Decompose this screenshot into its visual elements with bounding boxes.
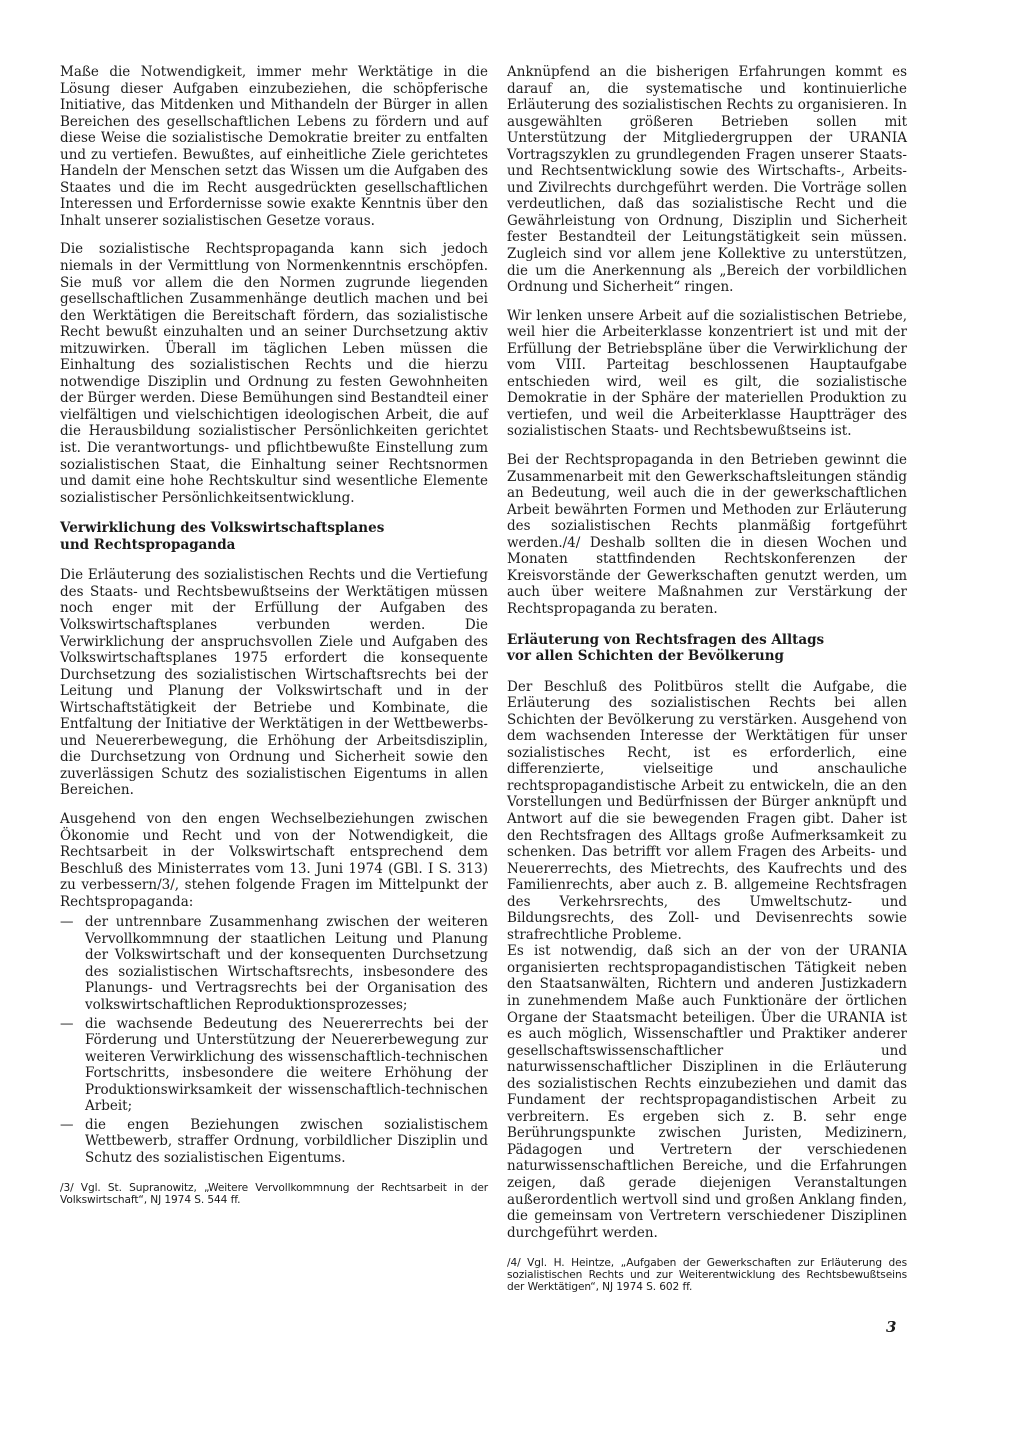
section-heading-line: Verwirklichung des Volkswirtschaftsplanes — [60, 520, 385, 537]
paragraph: Bei der Rechtspropaganda in den Betrieben gewinnt die Zusammenarbeit mit den Gewerkschaftsleitungen ständig an Bedeutung, weil auch die in der gewerkschaftlichen Arbeit bewährten Formen und Methoden zur Erläuterung des sozialistischen Rechts planmäßig fortgeführt werden./4/ Deshalb sollten die in diesen Wochen und Monaten stattfindenden Rechtskonferenzen der Kreisvorstände der Gewerkschaften genutzt werden, um auch über weitere Maßnahmen zur Verstärkung der Rechtspropaganda zu beraten. — [507, 452, 907, 617]
paragraph: Anknüpfend an die bisherigen Erfahrungen kommt es darauf an, die systematische und kontinuierliche Erläuterung des sozialistischen Rechts zu organisieren. In ausgewählten größeren Betrieben sollen mit Unterstützung der Mitgliedergruppen der URANIA Vortragszyklen zu grundlegenden Fragen unserer Staats- und Rechtsentwicklung sowie des Wirtschafts-, Arbeits- und Zivilrechts durchgeführt werden. Die Vorträge sollen verdeutlichen, daß das sozialistische Recht und die Gewährleistung von Ordnung, Disziplin und Sicherheit fester Bestandteil der Leitungstätigkeit sein müssen. Zugleich sind vor allem jene Kollektive zu unterstützen, die um die Anerkennung als „Bereich der vorbildlichen Ordnung und Sicherheit“ ringen. — [507, 64, 907, 296]
left-column — [60, 64, 488, 1206]
paragraph: Ausgehend von den engen Wechselbeziehungen zwischen Ökonomie und Recht und von der Notwendigkeit, die Rechtsarbeit in der Volkswirtschaft entsprechend dem Beschluß des Ministerrates vom 13. Juni 1974 (GBl. I S. 313) zu verbessern/3/, stehen folgende Fragen im Mittelpunkt der Rechtspropaganda: — [60, 810, 488, 910]
footnote: /3/ Vgl. St. Supranowitz, „Weitere Vervollkommnung der Rechtsarbeit in der Volkswirtschaft“, NJ 1974 S. 544 ff. — [60, 1182, 488, 1207]
list-item: — die wachsende Bedeutung des Neuererrechts bei der Förderung und Unterstützung der Neuererbewegung zur weiteren Verwirklichung des wissenschaftlich-technischen Fortschritts, insbesondere die weitere Erhöhung der Produktionswirksamkeit der wissenschaftlich-technischen Arbeit; — [60, 1016, 488, 1115]
paragraph: Maße die Notwendigkeit, immer mehr Werktätige in die Lösung dieser Aufgaben einzubeziehen, die schöpferische Initiative, das Mitdenken und Mithandeln der Bürger in allen Bereichen des gesellschaftlichen Lebens zu fördern und auf diese Weise die sozialistische Demokratie breiter zu entfalten und zu vertiefen. Bewußtes, auf einheitliche Ziele gerichtetes Handeln der Menschen setzt das Wissen um die Aufgaben des Staates und die im Recht ausgedrückten gesellschaftlichen Interessen und Erfordernisse sowie exakte Kenntnis über den Inhalt unserer sozialistischen Gesetze voraus. — [60, 64, 488, 229]
bullet-list — [60, 914, 488, 1166]
list-item: — die engen Beziehungen zwischen sozialistischem Wettbewerb, straffer Ordnung, vorbildlicher Disziplin und Schutz des sozialistischen Eigentums. — [60, 1117, 488, 1167]
paragraph: Wir lenken unsere Arbeit auf die sozialistischen Betriebe, weil hier die Arbeiterklasse konzentriert ist und mit der Erfüllung der Betriebspläne über die Verwirklichung der vom VIII. Parteitag beschlossenen Hauptaufgabe entschieden wird, weil es gilt, die sozialistische Demokratie in der Sphäre der materiellen Produktion zu vertiefen, und weil die Arbeiterklasse Hauptträger des sozialistischen Staats- und Rechtsbewußtseins ist. — [507, 307, 907, 440]
page-number: 3 — [886, 1318, 897, 1336]
section-heading — [507, 632, 907, 665]
right-column — [507, 64, 907, 1293]
paragraph: Der Beschluß des Politbüros stellt die Aufgabe, die Erläuterung des sozialistischen Rechts bei allen Schichten der Bevölkerung zu verstärken. Ausgehend von dem wachsenden Interesse der Werktätigen für unser sozialistisches Recht, ist es erforderlich, eine differenzierte, vielseitige und anschauliche rechtspropagandistische Arbeit zu entwickeln, die an den Vorstellungen und Bedürfnissen der Bürger anknüpft und Antwort auf die sie bewegenden Fragen gibt. Daher ist den Rechtsfragen des Alltags große Aufmerksamkeit zu schenken. Das betrifft vor allem Fragen des Arbeits- und Neuererrechts, des Mietrechts, des Kaufrechts und des Familienrechts, aber auch z. B. allgemeine Rechtsfragen des Verkehrsrechts, des Umweltschutz- und Bildungsrechts, des Zoll- und Devisenrechts sowie strafrechtliche Probleme. — [507, 678, 907, 943]
section-heading-line: und Rechtspropaganda — [60, 536, 236, 553]
list-item: — der untrennbare Zusammenhang zwischen der weiteren Vervollkommnung der staatlichen Leitung und Planung der Volkswirtschaft und der konsequenten Durchsetzung des sozialistischen Wirtschaftsrechts, insbesondere des Planungs- und Vertragsrechts bei der Organisation des volkswirtschaftlichen Reproduktionsprozesses; — [60, 914, 488, 1013]
footnote: /4/ Vgl. H. Heintze, „Aufgaben der Gewerkschaften zur Erläuterung des sozialistischen Rechts und zur Weiterentwicklung des Rechtsbewußtseins der Werktätigen“, NJ 1974 S. 602 ff. — [507, 1257, 907, 1294]
paragraph: Es ist notwendig, daß sich an der von der URANIA organisierten rechtspropagandistischen Tätigkeit neben den Staatsanwälten, Richtern und anderen Justizkadern in zunehmendem Maße auch Funktionäre der örtlichen Organe der Staatsmacht beteiligen. Über die URANIA ist es auch möglich, Wissenschaftler und Praktiker anderer gesellschaftswissenschaftlicher und naturwissenschaftlicher Disziplinen in die Erläuterung des sozialistischen Rechts einzubeziehen und damit das Fundament der rechtspropagandistischen Arbeit zu verbreitern. Es ergeben sich z. B. sehr enge Berührungspunkte zwischen Juristen, Medizinern, Pädagogen und Vertretern der verschiedenen naturwissenschaftlichen Bereiche, und die Erfahrungen zeigen, daß gerade diejenigen Veranstaltungen außerordentlich wertvoll sind und großen Anklang finden, die gemeinsam von Vertretern verschiedener Disziplinen durchgeführt werden. — [507, 943, 907, 1241]
section-heading-line: Erläuterung von Rechtsfragen des Alltags — [507, 631, 825, 648]
section-heading — [60, 520, 488, 553]
section-heading-line: vor allen Schichten der Bevölkerung — [507, 648, 785, 665]
paragraph: Die sozialistische Rechtspropaganda kann sich jedoch niemals in der Vermittlung von Normenkenntnis erschöpfen. Sie muß vor allem die den Normen zugrunde liegenden gesellschaftlichen Zusammenhänge deutlich machen und bei den Werktätigen die Bereitschaft fördern, das sozialistische Recht bewußt einzuhalten und an seiner Durchsetzung aktiv mitzuwirken. Überall im täglichen Leben müssen die Einhaltung des sozialistischen Rechts und die hierzu notwendige Disziplin und Ordnung zu festen Gewohnheiten der Bürger werden. Diese Bemühungen sind Bestandteil einer vielfältigen und vielschichtigen ideologischen Arbeit, die auf die Herausbildung sozialistischer Persönlichkeiten gerichtet ist. Die verantwortungs- und pflichtbewußte Einstellung zum sozialistischen Staat, die Einhaltung seiner Rechtsnormen und damit eine hohe Rechtskultur sind wesentliche Elemente sozialistischer Persönlichkeitsentwicklung. — [60, 241, 488, 506]
paragraph: Die Erläuterung des sozialistischen Rechts und die Vertiefung des Staats- und Rechtsbewußtseins der Werktätigen müssen noch enger mit der Erfüllung der Aufgaben des Volkswirtschaftsplanes verbunden werden. Die Verwirklichung der anspruchsvollen Ziele und Aufgaben des Volkswirtschaftsplanes 1975 erfordert die konsequente Durchsetzung des sozialistischen Wirtschaftsrechts bei der Leitung und Planung der Volkswirtschaft und in der Wirtschaftstätigkeit der Betriebe und Kombinate, die Entfaltung der Initiative der Werktätigen in der Wettbewerbs- und Neuererbewegung, die Erhöhung der Arbeitsdisziplin, die Durchsetzung von Ordnung und Sicherheit sowie den zuverlässigen Schutz des sozialistischen Eigentums in allen Bereichen. — [60, 567, 488, 799]
